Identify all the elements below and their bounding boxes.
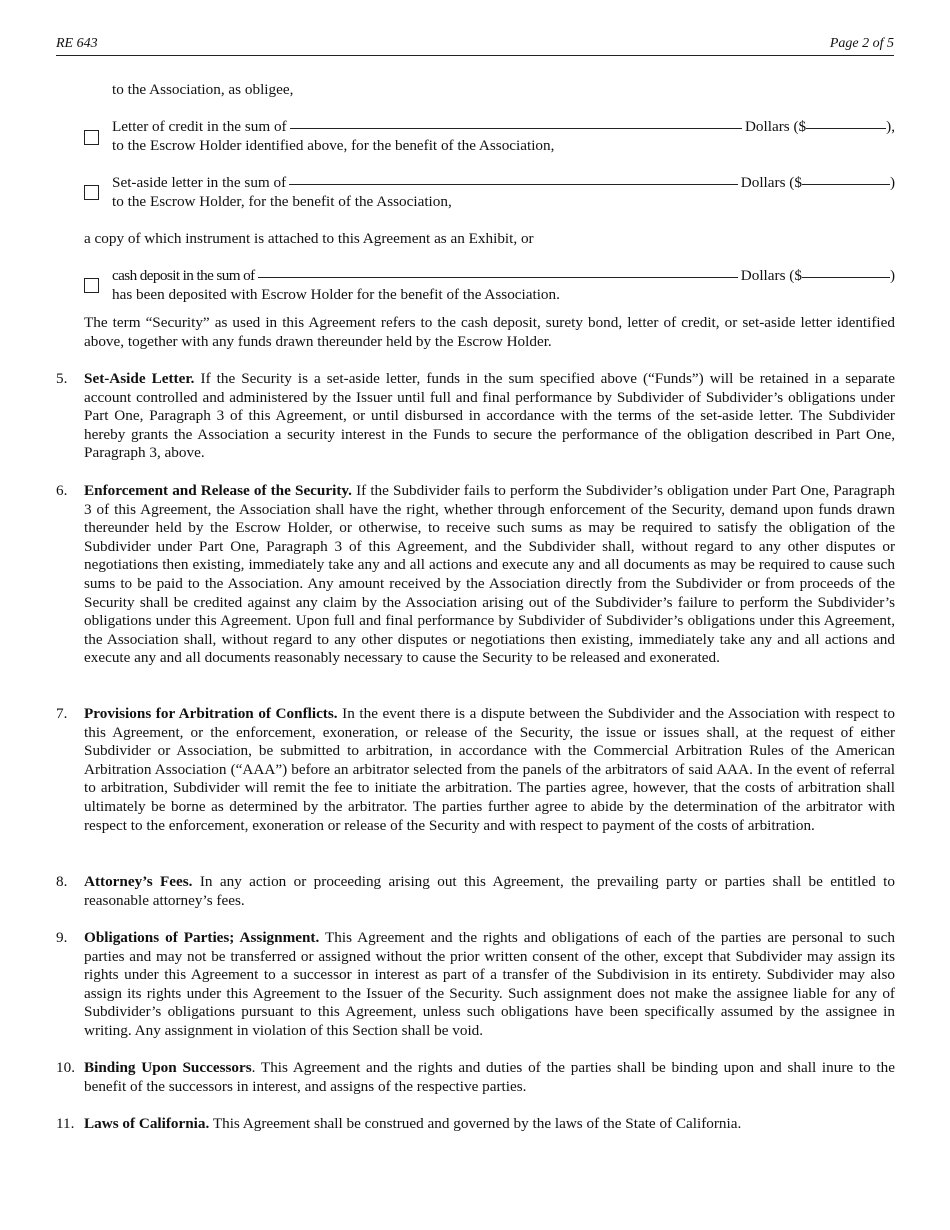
section-number: 6. (56, 482, 68, 499)
section-number: 8. (56, 873, 68, 890)
section-number: 5. (56, 370, 68, 387)
amount-figure-blank[interactable] (806, 127, 886, 129)
letter-of-credit-option (112, 118, 895, 155)
option-line2: has been deposited with Escrow Holder for the benefit of the Association. (112, 285, 560, 303)
set-aside-letter-option (112, 174, 895, 211)
section-number: 10. (56, 1059, 75, 1076)
section-7 (84, 705, 895, 835)
amount-figure-blank[interactable] (802, 183, 890, 185)
amount-words-blank[interactable] (289, 183, 738, 185)
option-label: Letter of credit in the sum of (112, 118, 287, 135)
section-title: Provisions for Arbitration of Conflicts. (84, 705, 338, 722)
amount-words-blank[interactable] (258, 276, 738, 278)
letter-of-credit-checkbox[interactable] (84, 130, 99, 145)
option-line2: to the Escrow Holder identified above, for the benefit of the Association, (112, 136, 555, 154)
section-text: . This Agreement and the rights and duties of the parties shall be binding upon and shall inure to the benefit of the successors in interest, and assigns of the respective parties. (84, 1059, 895, 1095)
section-text: In any action or proceeding arising out this Agreement, the prevailing party or parties shall be entitled to reasonable attorney’s fees. (84, 873, 895, 909)
cash-deposit-checkbox[interactable] (84, 278, 99, 293)
form-id: RE 643 (56, 36, 98, 51)
copy-line: a copy of which instrument is attached to this Agreement as an Exhibit, or (84, 230, 534, 247)
section-10 (84, 1059, 895, 1096)
dollars-label: Dollars ($ (744, 118, 807, 135)
section-title: Laws of California. (84, 1115, 210, 1132)
section-text: If the Subdivider fails to perform the Subdivider’s obligation under Part One, Paragraph 3 of this Agreement, the Association shall have the right, whether through enforcement of the Security, demand upon funds drawn thereunder held by the Escrow Holder, or otherwise, to receive such sums as may be required to satisfy the obligation of the Subdivider under Part One, Paragraph 3 of this Agreement, and the Subdivider shall, without regard to any other disputes or negotiations then existing, immediately take any and all actions and execute any and all documents as may be required to cause such sums to be paid to the Association. Any amount received by the Association directly from the Subdivider or from proceeds of the Security shall be credited against any claim by the Association arising out of the Subdivider’s failure to perform the Subdivider’s obligations under this Agreement. Upon full and final performance by Subdivider of Subdivider’s obligations under this Agreement, the Association shall, without regard to any other disputes or negotiations then existing, immediately take any and all actions and execute any and all documents reasonably necessary to cause the Security to be released and exonerated. (84, 482, 895, 667)
section-5 (84, 370, 895, 463)
section-number: 7. (56, 705, 68, 722)
section-8 (84, 873, 895, 910)
page-number: Page 2 of 5 (829, 36, 894, 51)
page-header (56, 36, 894, 56)
section-9 (84, 929, 895, 1041)
section-title: Enforcement and Release of the Security. (84, 482, 352, 499)
section-number: 9. (56, 929, 68, 946)
cash-deposit-option (112, 267, 895, 304)
section-text: In the event there is a dispute between the Subdivider and the Association with respect to this Agreement, or the enforcement, exoneration, or release of the Security, the issue or issues shall, at the request of either Subdivider or Association, be submitted to arbitration, in accordance with the Commercial Arbitration Rules of the American Arbitration Association (“AAA”) before an arbitrator selected from the panels of the arbitrators of said AAA. In the event of referral to arbitration, Subdivider will remit the fee to initiate the arbitration. The parties agree, however, that the costs of arbitration shall ultimately be borne as determined by the arbitrator. The parties further agree to abide by the determination of the arbitrator with respect to the enforcement, exoneration or release of the Security and with respect to payment of the costs of arbitration. (84, 705, 895, 834)
section-text: This Agreement and the rights and obligations of each of the parties are personal to such parties and may not be transferred or assigned without the prior written consent of the other, except that Subdivider may assign its rights under this Agreement to a successor in interest as part of a transfer of the Subdivision in its entirety. Subdivider may also assign its rights under this Agreement to the Issuer of the Security. Such assignment does not make the assignee liable for any of Subdivider’s obligations pursuant to this Agreement, unless such obligations have been specifically assumed by the assignee in writing. Any assignment in violation of this Section shall be void. (84, 929, 895, 1039)
section-number: 11. (56, 1115, 75, 1132)
option-label: Set-aside letter in the sum of (112, 174, 287, 191)
section-text: This Agreement shall be construed and governed by the laws of the State of California. (209, 1115, 742, 1132)
dollars-label: Dollars ($ (740, 267, 802, 284)
section-title: Attorney’s Fees. (84, 873, 193, 890)
section-6 (84, 482, 895, 668)
amount-figure-blank[interactable] (802, 276, 890, 278)
section-11 (84, 1115, 895, 1134)
section-title: Set-Aside Letter. (84, 370, 195, 387)
intro-line: to the Association, as obligee, (112, 81, 294, 98)
security-definition: The term “Security” as used in this Agreement refers to the cash deposit, surety bond, letter of credit, or set-aside letter identified above, together with any funds drawn thereunder held by the Escrow Holder. (84, 314, 895, 350)
section-text: If the Security is a set-aside letter, funds in the sum specified above (“Funds”) will be retained in a separate account controlled and administered by the Issuer until full and final performance by Subdivider of Subdivider’s obligations under Part One, Paragraph 3 of this Agreement, or until disbursed in accordance with the terms of the set-aside letter. The Subdivider hereby grants the Association a security interest in the Funds to secure the performance of the obligation described in Part One, Paragraph 3, above. (84, 370, 895, 462)
amount-words-blank[interactable] (290, 127, 742, 129)
close-paren: ) (889, 174, 895, 191)
option-label: cash deposit in the sum of (112, 267, 255, 284)
close-paren: ) (889, 267, 895, 284)
section-title: Binding Upon Successors (84, 1059, 252, 1076)
section-title: Obligations of Parties; Assignment. (84, 929, 320, 946)
dollars-label: Dollars ($ (740, 174, 802, 191)
option-line2: to the Escrow Holder, for the benefit of the Association, (112, 192, 452, 210)
close-paren: ), (886, 118, 895, 135)
set-aside-letter-checkbox[interactable] (84, 185, 99, 200)
